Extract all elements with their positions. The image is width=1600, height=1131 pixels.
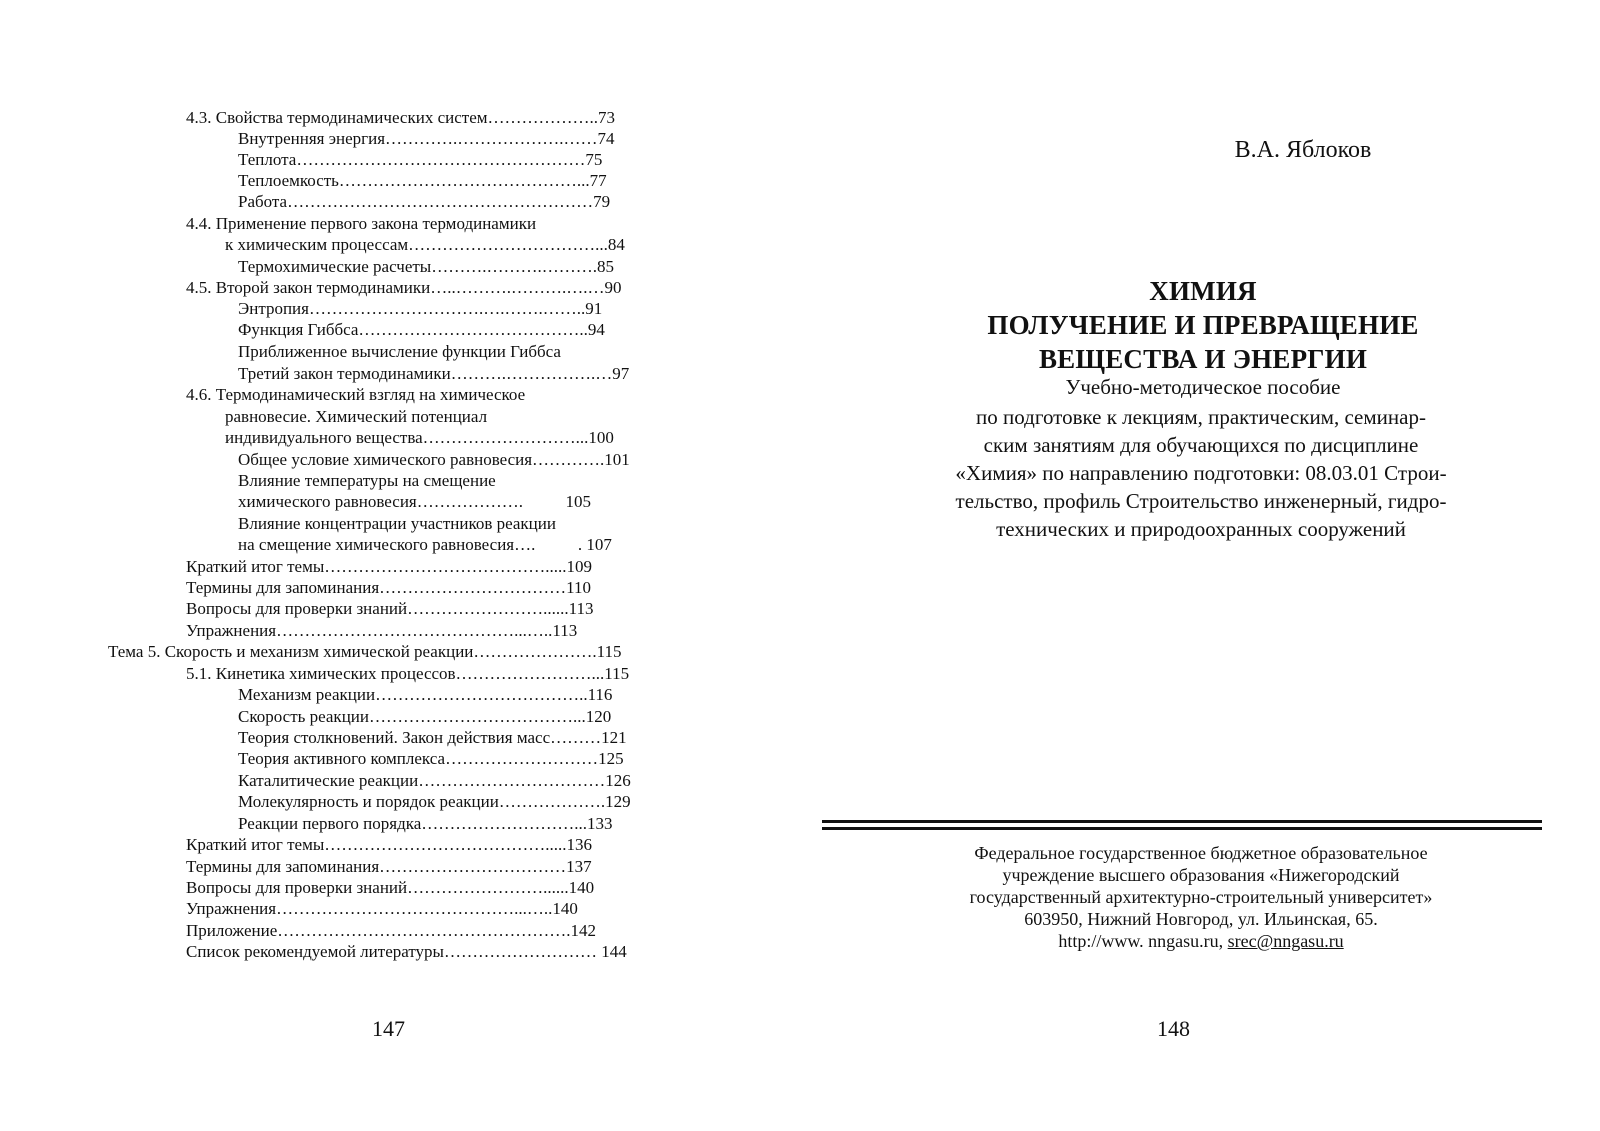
toc-entry: Приближенное вычисление функции Гиббса xyxy=(238,342,561,361)
toc-entry: Термины для запоминания……………………………110 xyxy=(186,578,592,597)
toc-entry: Тема 5. Скорость и механизм химической реакции………………….115 xyxy=(108,642,622,661)
toc-entry: Теория столкновений. Закон действия масс………121 xyxy=(238,728,627,747)
divider-rule-bottom xyxy=(822,827,1542,830)
toc-entry: к химическим процессам……………………………...84 xyxy=(225,235,625,254)
toc-entry: равновесие. Химический потенциал xyxy=(225,407,488,426)
title-block xyxy=(913,274,1493,400)
toc-entry: Влияние температуры на смещение xyxy=(238,471,496,490)
toc-entry: Вопросы для проверки знаний……………………......113 xyxy=(186,599,594,618)
toc-entry: Работа………………………………………………79 xyxy=(238,192,611,211)
toc-entry: 4.4. Применение первого закона термодинамики xyxy=(186,214,537,233)
toc-entry: Упражнения……………………………………...…..113 xyxy=(186,621,578,640)
toc-entry: Скорость реакции………………………………...120 xyxy=(238,707,612,726)
toc-entry: Краткий итог темы………………………………….....136 xyxy=(186,835,593,854)
description xyxy=(885,403,1517,543)
title-line: ПОЛУЧЕНИЕ И ПРЕВРАЩЕНИЕ xyxy=(987,310,1419,340)
publisher-line: 603950, Нижний Новгород, ул. Ильинская, 65. xyxy=(1024,909,1378,929)
toc-entry: 5.1. Кинетика химических процессов……………………...115 xyxy=(186,664,630,683)
subtitle: Учебно-методическое пособие xyxy=(1065,375,1341,399)
description-line: ским занятиям для обучающихся по дисциплине xyxy=(983,433,1419,457)
toc-entry: Механизм реакции………………………………..116 xyxy=(238,685,613,704)
publisher-info xyxy=(885,842,1517,952)
description-line: по подготовке к лекциям, практическим, семинар- xyxy=(976,405,1426,429)
toc-entry: Термохимические расчеты……….……….……….85 xyxy=(238,257,614,276)
toc-entry: Список рекомендуемой литературы……………………… 144 xyxy=(186,942,627,961)
toc-entry: Термины для запоминания……………………………137 xyxy=(186,857,592,876)
publisher-line: государственный архитектурно-строительный университет» xyxy=(969,887,1433,907)
author-name: В.А. Яблоков xyxy=(1234,137,1372,163)
toc-entry: Реакции первого порядка………………………...133 xyxy=(238,814,613,833)
toc-entry: Энтропия………………………….….…….……..91 xyxy=(238,299,603,318)
toc-entry: Влияние концентрации участников реакции xyxy=(238,514,556,533)
page-number-left: 147 xyxy=(372,1016,405,1041)
contact-line xyxy=(885,930,1517,952)
toc-entry: индивидуального вещества………………………...100 xyxy=(225,428,614,447)
toc-entry: Упражнения……………………………………...…..140 xyxy=(186,899,578,918)
page-number-right: 148 xyxy=(1157,1016,1190,1041)
toc-entry: 4.6. Термодинамический взгляд на химическое xyxy=(186,385,526,404)
toc-entry: Теплота……………………………………………75 xyxy=(238,150,603,169)
toc-entry: Теория активного комплекса………………………125 xyxy=(238,749,624,768)
toc-entry: на смещение химического равновесия…. . 107 xyxy=(238,535,612,554)
toc-entry: Вопросы для проверки знаний……………………......140 xyxy=(186,878,595,897)
toc-entry: Теплоемкость……………………………………...77 xyxy=(238,171,607,190)
toc-entry: Третий закон термодинамики……….…………….…97 xyxy=(238,364,630,383)
toc-entry: Краткий итог темы………………………………….....109 xyxy=(186,557,593,576)
publisher-line: учреждение высшего образования «Нижегородский xyxy=(1002,865,1400,885)
toc-entry: Функция Гиббса…………………………………..94 xyxy=(238,320,605,339)
website-text: http://www. nngasu.ru, xyxy=(1058,931,1228,951)
email-link[interactable]: srec@nngasu.ru xyxy=(1227,931,1344,951)
toc-entry: 4.3. Свойства термодинамических систем………………..73 xyxy=(186,108,615,127)
right-page xyxy=(800,0,1600,1131)
toc-entry: 4.5. Второй закон термодинамики…..……….……….….…90 xyxy=(186,278,622,297)
title-line: ХИМИЯ xyxy=(1149,276,1257,306)
title-line: ВЕЩЕСТВА И ЭНЕРГИИ xyxy=(1038,344,1368,374)
toc-entry: Каталитические реакции……………………………126 xyxy=(238,771,631,790)
divider-rule-top xyxy=(822,820,1542,823)
publisher-line: Федеральное государственное бюджетное образовательное xyxy=(974,843,1428,863)
toc-entry: химического равновесия………………. 105 xyxy=(238,492,591,511)
toc-entry: Общее условие химического равновесия………….101 xyxy=(238,450,630,469)
toc-entry: Молекулярность и порядок реакции……………….129 xyxy=(238,792,631,811)
description-line: тельство, профиль Строительство инженерный, гидро- xyxy=(955,489,1447,513)
toc-entry: Приложение…………………………………………….142 xyxy=(186,921,596,940)
toc-entry: Внутренняя энергия………….……………….……74 xyxy=(238,129,615,148)
description-line: «Химия» по направлению подготовки: 08.03.01 Строи- xyxy=(955,461,1447,485)
description-line: технических и природоохранных сооружений xyxy=(996,517,1406,541)
